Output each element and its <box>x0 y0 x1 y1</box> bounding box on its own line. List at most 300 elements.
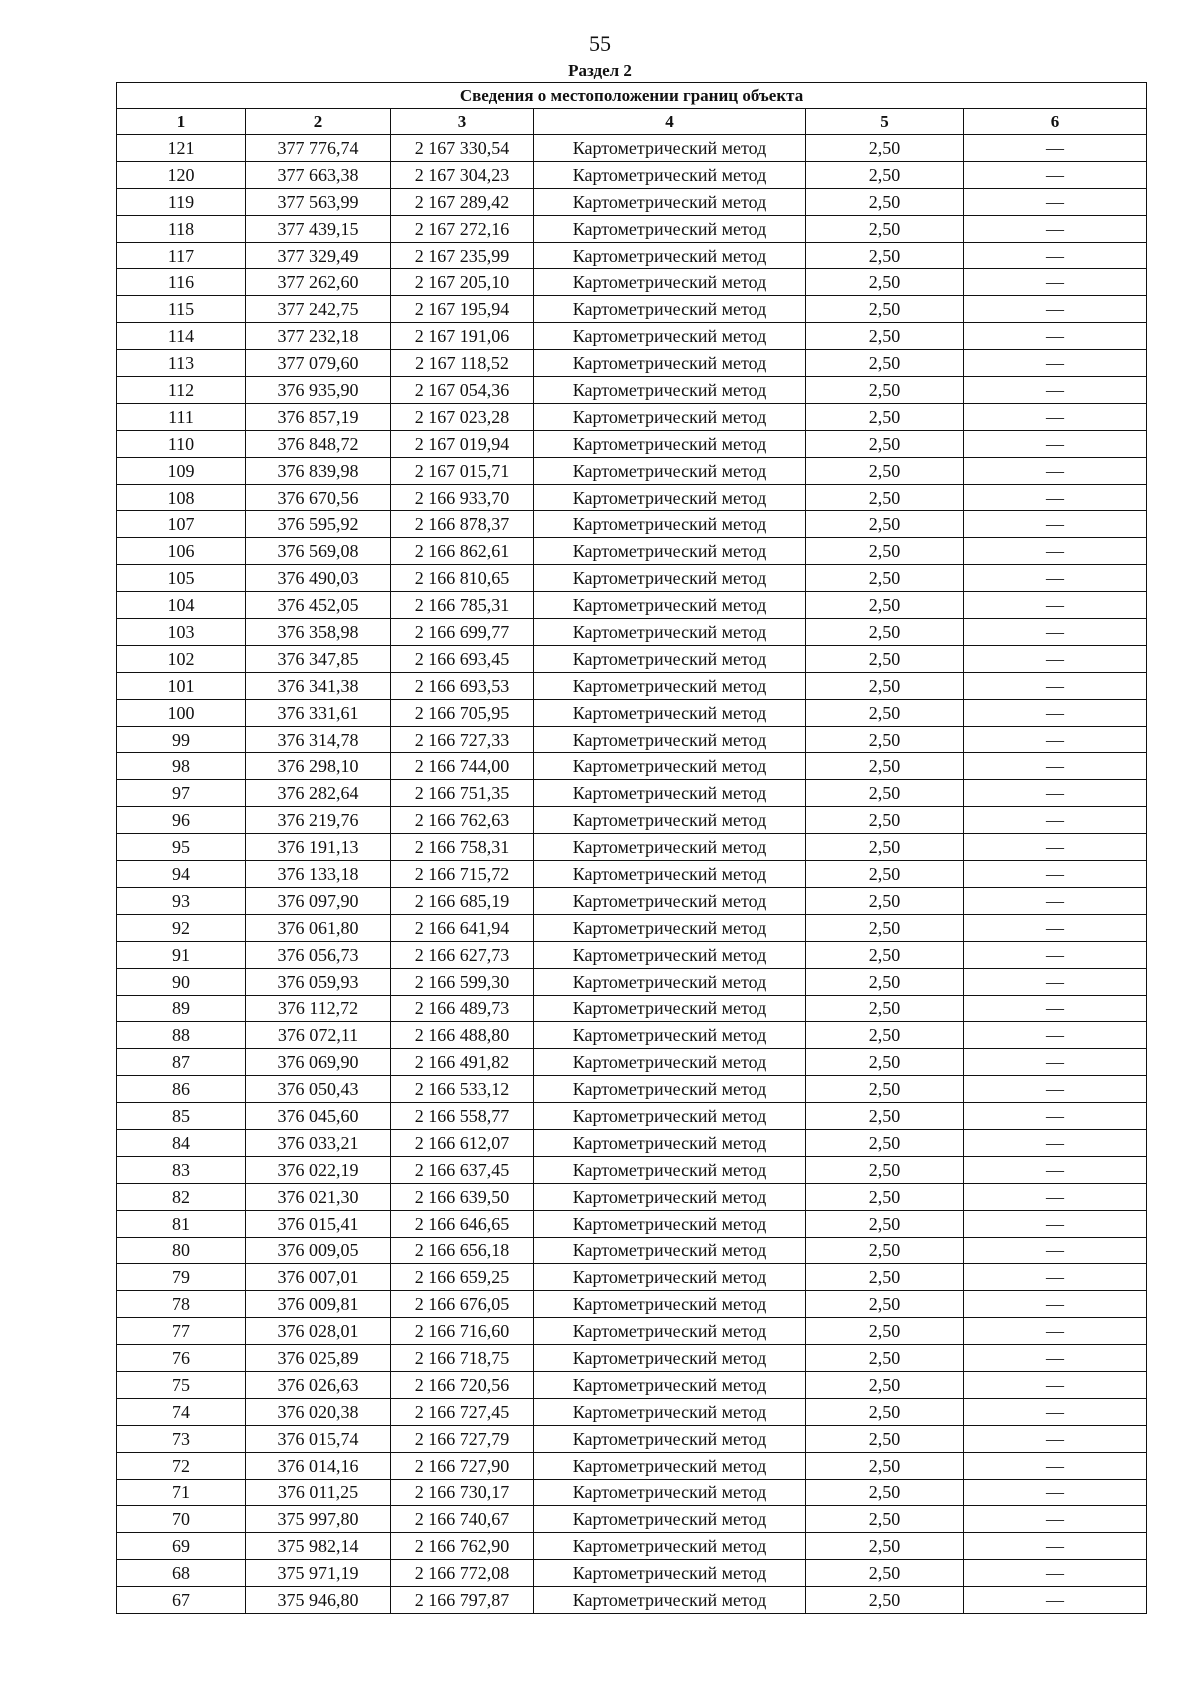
x-coordinate-cell: 376 050,43 <box>246 1076 391 1103</box>
accuracy-cell: 2,50 <box>806 484 964 511</box>
table-row <box>117 1264 1147 1291</box>
table-row <box>117 1049 1147 1076</box>
y-coordinate-cell: 2 166 797,87 <box>391 1587 534 1614</box>
table-row <box>117 511 1147 538</box>
accuracy-cell: 2,50 <box>806 914 964 941</box>
method-cell: Картометрический метод <box>534 1560 806 1587</box>
description-cell: — <box>964 1183 1147 1210</box>
y-coordinate-cell: 2 167 015,71 <box>391 457 534 484</box>
point-number-cell: 71 <box>117 1479 246 1506</box>
x-coordinate-cell: 376 097,90 <box>246 887 391 914</box>
description-cell: — <box>964 215 1147 242</box>
description-cell: — <box>964 565 1147 592</box>
table-row <box>117 1425 1147 1452</box>
point-number-cell: 99 <box>117 726 246 753</box>
description-cell: — <box>964 887 1147 914</box>
point-number-cell: 73 <box>117 1425 246 1452</box>
point-number-cell: 117 <box>117 242 246 269</box>
y-coordinate-cell: 2 166 740,67 <box>391 1506 534 1533</box>
x-coordinate-cell: 376 026,63 <box>246 1371 391 1398</box>
description-cell: — <box>964 699 1147 726</box>
accuracy-cell: 2,50 <box>806 323 964 350</box>
method-cell: Картометрический метод <box>534 1318 806 1345</box>
x-coordinate-cell: 376 025,89 <box>246 1345 391 1372</box>
table-row <box>117 484 1147 511</box>
y-coordinate-cell: 2 167 054,36 <box>391 377 534 404</box>
accuracy-cell: 2,50 <box>806 753 964 780</box>
x-coordinate-cell: 376 011,25 <box>246 1479 391 1506</box>
point-number-cell: 69 <box>117 1533 246 1560</box>
accuracy-cell: 2,50 <box>806 1425 964 1452</box>
method-cell: Картометрический метод <box>534 1183 806 1210</box>
method-cell: Картометрический метод <box>534 511 806 538</box>
table-head <box>117 83 1147 135</box>
method-cell: Картометрический метод <box>534 1291 806 1318</box>
point-number-cell: 67 <box>117 1587 246 1614</box>
y-coordinate-cell: 2 166 533,12 <box>391 1076 534 1103</box>
point-number-cell: 70 <box>117 1506 246 1533</box>
y-coordinate-cell: 2 166 612,07 <box>391 1129 534 1156</box>
table-row <box>117 377 1147 404</box>
point-number-cell: 104 <box>117 592 246 619</box>
accuracy-cell: 2,50 <box>806 242 964 269</box>
y-coordinate-cell: 2 166 744,00 <box>391 753 534 780</box>
accuracy-cell: 2,50 <box>806 1560 964 1587</box>
x-coordinate-cell: 376 595,92 <box>246 511 391 538</box>
table-row <box>117 430 1147 457</box>
table-row <box>117 161 1147 188</box>
accuracy-cell: 2,50 <box>806 377 964 404</box>
point-number-cell: 88 <box>117 1022 246 1049</box>
description-cell: — <box>964 242 1147 269</box>
point-number-cell: 94 <box>117 861 246 888</box>
method-cell: Картометрический метод <box>534 807 806 834</box>
table-caption: Сведения о местоположении границ объекта <box>117 83 1147 109</box>
description-cell: — <box>964 1587 1147 1614</box>
description-cell: — <box>964 1291 1147 1318</box>
table-row <box>117 296 1147 323</box>
accuracy-cell: 2,50 <box>806 1049 964 1076</box>
description-cell: — <box>964 968 1147 995</box>
description-cell: — <box>964 403 1147 430</box>
table-row <box>117 1237 1147 1264</box>
table-row <box>117 1318 1147 1345</box>
table-row <box>117 350 1147 377</box>
y-coordinate-cell: 2 166 641,94 <box>391 914 534 941</box>
accuracy-cell: 2,50 <box>806 430 964 457</box>
description-cell: — <box>964 1049 1147 1076</box>
y-coordinate-cell: 2 166 646,65 <box>391 1210 534 1237</box>
y-coordinate-cell: 2 166 489,73 <box>391 995 534 1022</box>
method-cell: Картометрический метод <box>534 861 806 888</box>
description-cell: — <box>964 753 1147 780</box>
table-row <box>117 1398 1147 1425</box>
accuracy-cell: 2,50 <box>806 1318 964 1345</box>
table-row <box>117 1129 1147 1156</box>
description-cell: — <box>964 807 1147 834</box>
accuracy-cell: 2,50 <box>806 941 964 968</box>
description-cell: — <box>964 538 1147 565</box>
table-row <box>117 995 1147 1022</box>
y-coordinate-cell: 2 166 699,77 <box>391 619 534 646</box>
description-cell: — <box>964 296 1147 323</box>
y-coordinate-cell: 2 166 676,05 <box>391 1291 534 1318</box>
point-number-cell: 118 <box>117 215 246 242</box>
column-header-3: 3 <box>391 109 534 135</box>
x-coordinate-cell: 376 056,73 <box>246 941 391 968</box>
y-coordinate-cell: 2 166 727,79 <box>391 1425 534 1452</box>
y-coordinate-cell: 2 167 019,94 <box>391 430 534 457</box>
accuracy-cell: 2,50 <box>806 1371 964 1398</box>
method-cell: Картометрический метод <box>534 269 806 296</box>
x-coordinate-cell: 376 028,01 <box>246 1318 391 1345</box>
x-coordinate-cell: 376 839,98 <box>246 457 391 484</box>
point-number-cell: 100 <box>117 699 246 726</box>
accuracy-cell: 2,50 <box>806 1237 964 1264</box>
description-cell: — <box>964 1560 1147 1587</box>
point-number-cell: 110 <box>117 430 246 457</box>
x-coordinate-cell: 376 219,76 <box>246 807 391 834</box>
point-number-cell: 97 <box>117 780 246 807</box>
point-number-cell: 87 <box>117 1049 246 1076</box>
y-coordinate-cell: 2 166 727,33 <box>391 726 534 753</box>
point-number-cell: 91 <box>117 941 246 968</box>
x-coordinate-cell: 376 007,01 <box>246 1264 391 1291</box>
method-cell: Картометрический метод <box>534 377 806 404</box>
table-row <box>117 1103 1147 1130</box>
y-coordinate-cell: 2 167 289,42 <box>391 188 534 215</box>
x-coordinate-cell: 376 298,10 <box>246 753 391 780</box>
point-number-cell: 106 <box>117 538 246 565</box>
description-cell: — <box>964 430 1147 457</box>
y-coordinate-cell: 2 166 627,73 <box>391 941 534 968</box>
description-cell: — <box>964 161 1147 188</box>
point-number-cell: 102 <box>117 645 246 672</box>
point-number-cell: 101 <box>117 672 246 699</box>
x-coordinate-cell: 376 061,80 <box>246 914 391 941</box>
method-cell: Картометрический метод <box>534 457 806 484</box>
y-coordinate-cell: 2 166 705,95 <box>391 699 534 726</box>
accuracy-cell: 2,50 <box>806 457 964 484</box>
point-number-cell: 95 <box>117 834 246 861</box>
x-coordinate-cell: 377 232,18 <box>246 323 391 350</box>
accuracy-cell: 2,50 <box>806 1345 964 1372</box>
accuracy-cell: 2,50 <box>806 269 964 296</box>
accuracy-cell: 2,50 <box>806 403 964 430</box>
point-number-cell: 83 <box>117 1156 246 1183</box>
section-title: Раздел 2 <box>568 61 632 80</box>
method-cell: Картометрический метод <box>534 1129 806 1156</box>
method-cell: Картометрический метод <box>534 834 806 861</box>
point-number-cell: 114 <box>117 323 246 350</box>
table-row <box>117 1479 1147 1506</box>
table-row <box>117 1022 1147 1049</box>
table-row <box>117 215 1147 242</box>
description-cell: — <box>964 672 1147 699</box>
point-number-cell: 121 <box>117 135 246 162</box>
method-cell: Картометрический метод <box>534 1049 806 1076</box>
accuracy-cell: 2,50 <box>806 672 964 699</box>
x-coordinate-cell: 376 848,72 <box>246 430 391 457</box>
point-number-cell: 92 <box>117 914 246 941</box>
x-coordinate-cell: 375 982,14 <box>246 1533 391 1560</box>
table-row <box>117 1506 1147 1533</box>
x-coordinate-cell: 376 059,93 <box>246 968 391 995</box>
method-cell: Картометрический метод <box>534 403 806 430</box>
method-cell: Картометрический метод <box>534 753 806 780</box>
accuracy-cell: 2,50 <box>806 807 964 834</box>
description-cell: — <box>964 1264 1147 1291</box>
x-coordinate-cell: 377 439,15 <box>246 215 391 242</box>
accuracy-cell: 2,50 <box>806 592 964 619</box>
point-number-cell: 112 <box>117 377 246 404</box>
method-cell: Картометрический метод <box>534 350 806 377</box>
description-cell: — <box>964 350 1147 377</box>
point-number-cell: 85 <box>117 1103 246 1130</box>
point-number-cell: 78 <box>117 1291 246 1318</box>
caption-row <box>117 83 1147 109</box>
description-cell: — <box>964 834 1147 861</box>
table-row <box>117 619 1147 646</box>
description-cell: — <box>964 269 1147 296</box>
table-row <box>117 807 1147 834</box>
accuracy-cell: 2,50 <box>806 861 964 888</box>
point-number-cell: 96 <box>117 807 246 834</box>
y-coordinate-cell: 2 166 488,80 <box>391 1022 534 1049</box>
point-number-cell: 77 <box>117 1318 246 1345</box>
x-coordinate-cell: 375 946,80 <box>246 1587 391 1614</box>
table-row <box>117 887 1147 914</box>
y-coordinate-cell: 2 166 878,37 <box>391 511 534 538</box>
method-cell: Картометрический метод <box>534 699 806 726</box>
method-cell: Картометрический метод <box>534 296 806 323</box>
description-cell: — <box>964 1318 1147 1345</box>
method-cell: Картометрический метод <box>534 726 806 753</box>
point-number-cell: 74 <box>117 1398 246 1425</box>
accuracy-cell: 2,50 <box>806 135 964 162</box>
x-coordinate-cell: 376 452,05 <box>246 592 391 619</box>
method-cell: Картометрический метод <box>534 161 806 188</box>
method-cell: Картометрический метод <box>534 995 806 1022</box>
x-coordinate-cell: 376 022,19 <box>246 1156 391 1183</box>
accuracy-cell: 2,50 <box>806 1587 964 1614</box>
accuracy-cell: 2,50 <box>806 1533 964 1560</box>
y-coordinate-cell: 2 166 720,56 <box>391 1371 534 1398</box>
x-coordinate-cell: 376 015,41 <box>246 1210 391 1237</box>
table-row <box>117 1560 1147 1587</box>
y-coordinate-cell: 2 166 659,25 <box>391 1264 534 1291</box>
accuracy-cell: 2,50 <box>806 699 964 726</box>
method-cell: Картометрический метод <box>534 1533 806 1560</box>
accuracy-cell: 2,50 <box>806 161 964 188</box>
y-coordinate-cell: 2 167 191,06 <box>391 323 534 350</box>
method-cell: Картометрический метод <box>534 1479 806 1506</box>
y-coordinate-cell: 2 166 656,18 <box>391 1237 534 1264</box>
method-cell: Картометрический метод <box>534 242 806 269</box>
table-row <box>117 645 1147 672</box>
description-cell: — <box>964 1156 1147 1183</box>
table-row <box>117 1371 1147 1398</box>
table-row <box>117 403 1147 430</box>
description-cell: — <box>964 1022 1147 1049</box>
table-row <box>117 941 1147 968</box>
description-cell: — <box>964 188 1147 215</box>
method-cell: Картометрический метод <box>534 1371 806 1398</box>
table-row <box>117 1533 1147 1560</box>
method-cell: Картометрический метод <box>534 1156 806 1183</box>
accuracy-cell: 2,50 <box>806 565 964 592</box>
accuracy-cell: 2,50 <box>806 645 964 672</box>
column-number-row <box>117 109 1147 135</box>
table-row <box>117 1587 1147 1614</box>
x-coordinate-cell: 377 242,75 <box>246 296 391 323</box>
y-coordinate-cell: 2 166 715,72 <box>391 861 534 888</box>
x-coordinate-cell: 376 045,60 <box>246 1103 391 1130</box>
point-number-cell: 82 <box>117 1183 246 1210</box>
x-coordinate-cell: 376 670,56 <box>246 484 391 511</box>
y-coordinate-cell: 2 167 023,28 <box>391 403 534 430</box>
x-coordinate-cell: 376 935,90 <box>246 377 391 404</box>
description-cell: — <box>964 1398 1147 1425</box>
y-coordinate-cell: 2 167 272,16 <box>391 215 534 242</box>
table-row <box>117 323 1147 350</box>
point-number-cell: 84 <box>117 1129 246 1156</box>
description-cell: — <box>964 914 1147 941</box>
method-cell: Картометрический метод <box>534 619 806 646</box>
accuracy-cell: 2,50 <box>806 215 964 242</box>
description-cell: — <box>964 484 1147 511</box>
table-row <box>117 1452 1147 1479</box>
x-coordinate-cell: 377 563,99 <box>246 188 391 215</box>
table-row <box>117 135 1147 162</box>
table-row <box>117 914 1147 941</box>
x-coordinate-cell: 377 776,74 <box>246 135 391 162</box>
column-header-1: 1 <box>117 109 246 135</box>
method-cell: Картометрический метод <box>534 1237 806 1264</box>
description-cell: — <box>964 1425 1147 1452</box>
x-coordinate-cell: 376 282,64 <box>246 780 391 807</box>
x-coordinate-cell: 376 191,13 <box>246 834 391 861</box>
point-number-cell: 119 <box>117 188 246 215</box>
y-coordinate-cell: 2 167 195,94 <box>391 296 534 323</box>
method-cell: Картометрический метод <box>534 430 806 457</box>
method-cell: Картометрический метод <box>534 780 806 807</box>
method-cell: Картометрический метод <box>534 1345 806 1372</box>
accuracy-cell: 2,50 <box>806 995 964 1022</box>
y-coordinate-cell: 2 166 716,60 <box>391 1318 534 1345</box>
accuracy-cell: 2,50 <box>806 619 964 646</box>
accuracy-cell: 2,50 <box>806 887 964 914</box>
point-number-cell: 103 <box>117 619 246 646</box>
method-cell: Картометрический метод <box>534 538 806 565</box>
table-row <box>117 753 1147 780</box>
point-number-cell: 115 <box>117 296 246 323</box>
method-cell: Картометрический метод <box>534 1076 806 1103</box>
x-coordinate-cell: 376 347,85 <box>246 645 391 672</box>
y-coordinate-cell: 2 166 772,08 <box>391 1560 534 1587</box>
point-number-cell: 93 <box>117 887 246 914</box>
method-cell: Картометрический метод <box>534 188 806 215</box>
x-coordinate-cell: 376 857,19 <box>246 403 391 430</box>
y-coordinate-cell: 2 167 118,52 <box>391 350 534 377</box>
description-cell: — <box>964 619 1147 646</box>
description-cell: — <box>964 1129 1147 1156</box>
table-row <box>117 726 1147 753</box>
y-coordinate-cell: 2 166 727,45 <box>391 1398 534 1425</box>
x-coordinate-cell: 376 112,72 <box>246 995 391 1022</box>
y-coordinate-cell: 2 167 330,54 <box>391 135 534 162</box>
table-row <box>117 242 1147 269</box>
x-coordinate-cell: 376 490,03 <box>246 565 391 592</box>
accuracy-cell: 2,50 <box>806 1022 964 1049</box>
y-coordinate-cell: 2 166 810,65 <box>391 565 534 592</box>
point-number-cell: 76 <box>117 1345 246 1372</box>
accuracy-cell: 2,50 <box>806 1264 964 1291</box>
method-cell: Картометрический метод <box>534 215 806 242</box>
accuracy-cell: 2,50 <box>806 1291 964 1318</box>
description-cell: — <box>964 1452 1147 1479</box>
table-row <box>117 861 1147 888</box>
column-header-2: 2 <box>246 109 391 135</box>
y-coordinate-cell: 2 166 762,63 <box>391 807 534 834</box>
x-coordinate-cell: 377 262,60 <box>246 269 391 296</box>
y-coordinate-cell: 2 166 637,45 <box>391 1156 534 1183</box>
accuracy-cell: 2,50 <box>806 1156 964 1183</box>
description-cell: — <box>964 1103 1147 1130</box>
accuracy-cell: 2,50 <box>806 296 964 323</box>
point-number-cell: 105 <box>117 565 246 592</box>
x-coordinate-cell: 376 331,61 <box>246 699 391 726</box>
y-coordinate-cell: 2 167 235,99 <box>391 242 534 269</box>
method-cell: Картометрический метод <box>534 941 806 968</box>
method-cell: Картометрический метод <box>534 1022 806 1049</box>
description-cell: — <box>964 457 1147 484</box>
point-number-cell: 107 <box>117 511 246 538</box>
x-coordinate-cell: 376 009,05 <box>246 1237 391 1264</box>
boundary-coordinates-table <box>116 82 1147 1614</box>
y-coordinate-cell: 2 167 304,23 <box>391 161 534 188</box>
point-number-cell: 80 <box>117 1237 246 1264</box>
accuracy-cell: 2,50 <box>806 511 964 538</box>
method-cell: Картометрический метод <box>534 1587 806 1614</box>
accuracy-cell: 2,50 <box>806 1506 964 1533</box>
x-coordinate-cell: 376 569,08 <box>246 538 391 565</box>
x-coordinate-cell: 375 997,80 <box>246 1506 391 1533</box>
point-number-cell: 98 <box>117 753 246 780</box>
method-cell: Картометрический метод <box>534 887 806 914</box>
description-cell: — <box>964 1076 1147 1103</box>
accuracy-cell: 2,50 <box>806 1479 964 1506</box>
method-cell: Картометрический метод <box>534 914 806 941</box>
accuracy-cell: 2,50 <box>806 350 964 377</box>
description-cell: — <box>964 511 1147 538</box>
point-number-cell: 111 <box>117 403 246 430</box>
y-coordinate-cell: 2 166 758,31 <box>391 834 534 861</box>
description-cell: — <box>964 726 1147 753</box>
description-cell: — <box>964 780 1147 807</box>
x-coordinate-cell: 376 014,16 <box>246 1452 391 1479</box>
point-number-cell: 108 <box>117 484 246 511</box>
table-row <box>117 699 1147 726</box>
description-cell: — <box>964 135 1147 162</box>
accuracy-cell: 2,50 <box>806 188 964 215</box>
x-coordinate-cell: 375 971,19 <box>246 1560 391 1587</box>
point-number-cell: 86 <box>117 1076 246 1103</box>
y-coordinate-cell: 2 166 685,19 <box>391 887 534 914</box>
x-coordinate-cell: 377 663,38 <box>246 161 391 188</box>
accuracy-cell: 2,50 <box>806 834 964 861</box>
method-cell: Картометрический метод <box>534 135 806 162</box>
